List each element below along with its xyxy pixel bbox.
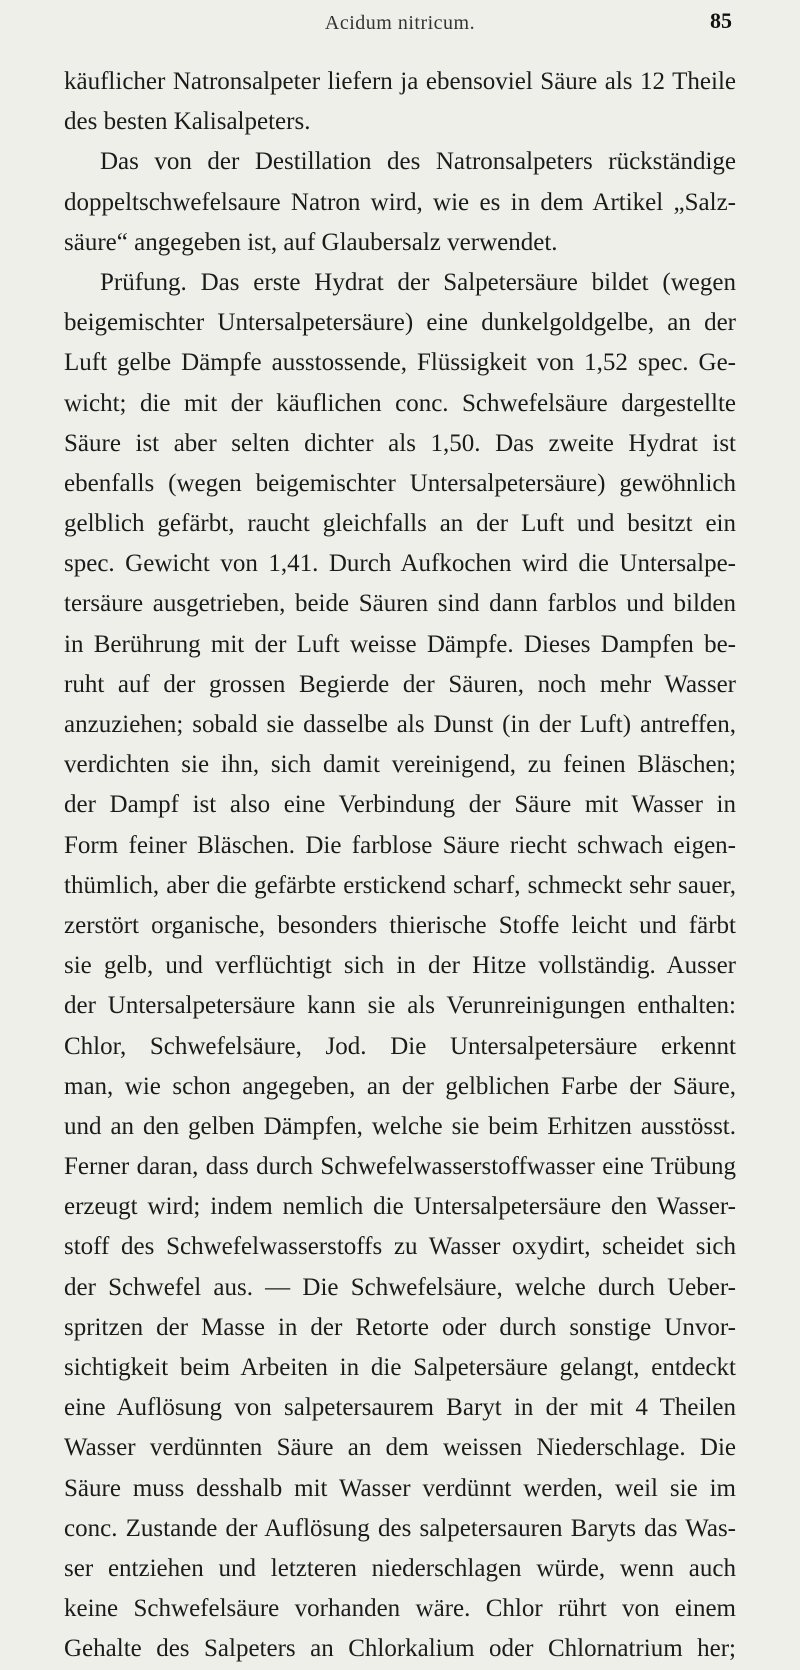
text-line: verdichten sie ihn, sich damit vereinigend, zu feinen Bläschen;	[64, 751, 736, 779]
text-line: Form feiner Bläschen. Die farblose Säure riecht schwach eigen-	[64, 831, 736, 859]
text-line: Wasser verdünnten Säure an dem weissen Niederschlage. Die	[64, 1434, 736, 1462]
text-line: Gehalte des Salpeters an Chlorkalium oder Chlornatrium her;	[64, 1635, 736, 1663]
text-line: ruht auf der grossen Begierde der Säuren, noch mehr Wasser	[64, 670, 736, 698]
text-line: der Dampf ist also eine Verbindung der Säure mit Wasser in	[64, 791, 736, 819]
text-line: des besten Kalisalpeters.	[64, 108, 311, 136]
text-line: gelblich gefärbt, raucht gleichfalls an der Luft und besitzt ein	[64, 510, 736, 538]
body-text	[64, 62, 736, 1670]
text-line: tersäure ausgetrieben, beide Säuren sind dann farblos und bilden	[64, 590, 736, 618]
text-line: eine Auflösung von salpetersaurem Baryt in der mit 4 Theilen	[64, 1394, 736, 1422]
text-line: man, wie schon angegeben, an der gelblichen Farbe der Säure,	[64, 1072, 736, 1100]
text-line: in Berührung mit der Luft weisse Dämpfe. Dieses Dampfen be-	[64, 630, 736, 658]
page-number: 85	[710, 8, 732, 33]
text-line: käuflicher Natronsalpeter liefern ja ebensoviel Säure als 12 Theile	[64, 68, 736, 95]
text-line: doppeltschwefelsaure Natron wird, wie es in dem Artikel „Salz-	[64, 188, 736, 216]
text-line: Säure ist aber selten dichter als 1,50. Das zweite Hydrat ist	[64, 429, 736, 457]
text-line: anzuziehen; sobald sie dasselbe als Dunst (in der Luft) antreffen,	[64, 711, 736, 738]
text-line: der Schwefel aus. — Die Schwefelsäure, welche durch Ueber-	[64, 1273, 736, 1301]
text-line: thümlich, aber die gefärbte erstickend scharf, schmeckt sehr sauer,	[64, 871, 736, 899]
text-line: ebenfalls (wegen beigemischter Untersalpetersäure) gewöhnlich	[64, 469, 736, 497]
text-line: zerstört organische, besonders thierische Stoffe leicht und färbt	[64, 911, 736, 939]
text-line: keine Schwefelsäure vorhanden wäre. Chlor rührt von einem	[64, 1595, 736, 1623]
text-line: Luft gelbe Dämpfe ausstossende, Flüssigkeit von 1,52 spec. Ge-	[64, 349, 736, 377]
running-head	[60, 8, 740, 38]
text-line: conc. Zustande der Auflösung des salpetersauren Baryts das Was-	[64, 1514, 736, 1542]
text-line: ser entziehen und letzteren niederschlagen würde, wenn auch	[64, 1554, 736, 1582]
text-line: spec. Gewicht von 1,41. Durch Aufkochen wird die Untersalpe-	[64, 550, 736, 578]
text-line: wicht; die mit der käuflichen conc. Schwefelsäure dargestellte	[64, 389, 736, 417]
text-line: erzeugt wird; indem nemlich die Untersalpetersäure den Wasser-	[64, 1193, 736, 1221]
text-line: stoff des Schwefelwasserstoffs zu Wasser oxydirt, scheidet sich	[64, 1233, 736, 1261]
text-line: Das von der Destillation des Natronsalpeters rückständige	[100, 148, 736, 176]
text-line: sichtigkeit beim Arbeiten in die Salpetersäure gelangt, entdeckt	[64, 1354, 736, 1381]
text-line: der Untersalpetersäure kann sie als Verunreinigungen enthalten:	[64, 992, 736, 1020]
text-line: sie gelb, und verflüchtigt sich in der Hitze vollständig. Ausser	[64, 952, 736, 980]
text-line: Prüfung. Das erste Hydrat der Salpetersäure bildet (wegen	[100, 268, 736, 296]
text-line: spritzen der Masse in der Retorte oder durch sonstige Unvor-	[64, 1313, 736, 1341]
text-line: Säure muss desshalb mit Wasser verdünnt werden, weil sie im	[64, 1474, 736, 1502]
running-title: Acidum nitricum.	[324, 12, 476, 34]
text-line: Ferner daran, dass durch Schwefelwasserstoffwasser eine Trübung	[64, 1153, 736, 1181]
text-line: Chlor, Schwefelsäure, Jod. Die Untersalpetersäure erkennt	[64, 1032, 736, 1060]
text-line: säure“ angegeben ist, auf Glaubersalz verwendet.	[64, 228, 558, 256]
text-line: beigemischter Untersalpetersäure) eine dunkelgoldgelbe, an der	[64, 309, 736, 337]
text-line: und an den gelben Dämpfen, welche sie beim Erhitzen ausstösst.	[64, 1112, 736, 1140]
